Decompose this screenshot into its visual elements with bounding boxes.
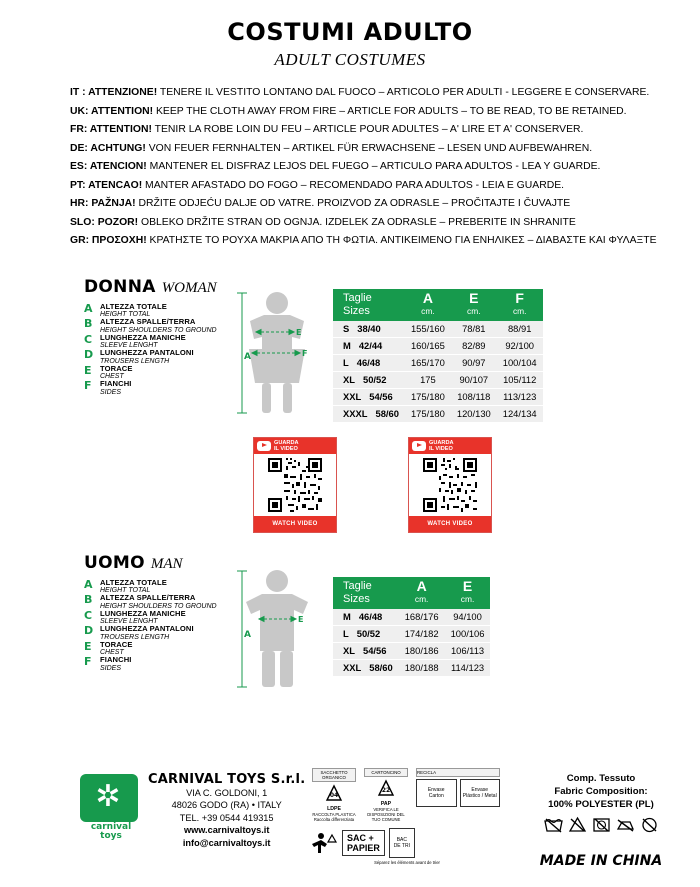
fabric-line1: Comp. Tessuto [566, 773, 636, 784]
warning-line [70, 177, 640, 196]
legend-letter: A [84, 301, 93, 315]
man-figure-diagram [222, 567, 332, 698]
warning-line [70, 158, 640, 177]
fabric-line2: Fabric Composition: [554, 786, 648, 797]
bin-icon-carton: Envase Carton [416, 779, 457, 807]
triman-text: SAC + PAPIER [342, 830, 385, 856]
legend-letter: D [84, 624, 94, 637]
table-row: L 50/52 174/182 100/106 [333, 625, 490, 642]
legend-label-it: TORACE [100, 639, 133, 649]
svg-text:A: A [244, 629, 251, 640]
legend-label-it: ALTEZZA SPALLE/TERRA [100, 317, 196, 326]
legend-label-en: SLEEVE LENGHT [100, 618, 158, 626]
recycling-item-bag [312, 768, 356, 822]
qr-code-image-2 [409, 454, 491, 516]
company-address2: 48026 GODO (RA) • ITALY [171, 800, 282, 810]
do-not-bleach-icon [568, 816, 587, 833]
legend-label-it: ALTEZZA SPALLE/TERRA [100, 593, 196, 602]
warning-lang: FR: ATTENTION! [70, 124, 152, 135]
legend-label-it: LUNGHEZZA PANTALONI [100, 348, 194, 357]
col-e: E cm. [445, 577, 491, 609]
logo-mark [80, 774, 138, 822]
section-heading-en: MAN [150, 555, 183, 572]
table-row: S 38/40 155/160 78/81 88/91 [333, 321, 543, 338]
legend-label-en: TROUSERS LENGTH [100, 357, 170, 365]
woman-figure-diagram [222, 289, 332, 424]
legend-letter: A [84, 577, 93, 591]
recicla-label: RECICLA [416, 768, 500, 777]
size-table-uomo-wrapper [333, 577, 591, 677]
legend-label-it: LUNGHEZZA MANICHE [100, 608, 186, 618]
legend-label-en: HEIGHT SHOULDERS TO GROUND [100, 326, 217, 334]
section-donna [0, 277, 700, 429]
warning-text: KEEP THE CLOTH AWAY FROM FIRE – ARTICLE FOR ADULTS – TO BE READ, TO BE RETAINED. [153, 105, 627, 117]
legend-letter: C [84, 332, 93, 346]
table-row: M 42/44 160/165 82/89 92/100 [333, 337, 543, 354]
svg-text:A: A [244, 351, 251, 362]
legend-letter: D [84, 348, 94, 361]
fabric-composition [516, 772, 686, 868]
legend-label-it: TORACE [100, 363, 133, 373]
wash-by-hand-icon [544, 816, 563, 833]
recycling-caption-card: CARTONCINO [364, 768, 408, 777]
warning-line [70, 140, 640, 159]
legend-label-en: CHEST [100, 373, 124, 381]
warning-line [70, 84, 650, 103]
warning-lang: HR: PAŽNJA! [70, 198, 136, 209]
page-title: COSTUMI ADULTO [227, 18, 473, 46]
legend-label-it: LUNGHEZZA MANICHE [100, 332, 186, 342]
do-not-iron-icon [616, 816, 635, 833]
warning-text: ΚΡΑΤΗΣΤΕ ΤΟ ΡΟΥΧΑ ΜΑΚΡΙΑ ΑΠΟ ΤΗ ΦΩΤΙΑ. ΑΝΤΙΚΕΙΜΕΝΟ ΓΙΑ ΕΝΗΛΙΚΕΣ – ΔΙΑΒΑΣΤΕ ΚΑΙ ΦΥΛΑΞΤΕ [146, 235, 657, 246]
legend-label-en: SLEEVE LENGHT [100, 342, 158, 350]
warning-line [70, 232, 657, 251]
legend-letter: E [84, 363, 92, 377]
legend-label-en: CHEST [100, 649, 124, 657]
warning-line [70, 195, 640, 214]
do-not-dryclean-icon [640, 816, 659, 833]
section-heading-en: WOMAN [161, 279, 217, 296]
page-subtitle: ADULT COSTUMES [274, 50, 426, 69]
warnings-list [70, 84, 657, 251]
legend-letter: C [84, 608, 93, 622]
company-name: CARNIVAL TOYS S.r.l. [148, 772, 306, 787]
company-info [148, 774, 305, 849]
recicla-block [416, 768, 500, 807]
table-header-row [333, 577, 490, 609]
col-sizes: Taglie Sizes [333, 577, 399, 609]
table-row: M 46/48 168/176 94/100 [333, 609, 490, 626]
youtube-icon [257, 441, 271, 451]
size-table-donna [333, 289, 543, 423]
legend-label-it: ALTEZZA TOTALE [100, 577, 167, 587]
svg-text:E: E [298, 614, 304, 624]
star-icon: ✲ [95, 780, 121, 813]
warning-text: MANTER AFASTADO DO FOGO – RECOMENDADO PARA ADULTOS - LEIA E GUARDE. [142, 179, 565, 191]
company-email[interactable]: info@carnivaltoys.it [182, 837, 271, 848]
legend-label-it: FIANCHI [100, 379, 132, 388]
table-row: XL 54/56 180/186 106/113 [333, 642, 490, 659]
qr-top-banner [409, 438, 491, 454]
warning-lang: UK: ATTENTION! [70, 105, 154, 117]
footer [0, 760, 700, 887]
warning-text: DRŽITE ODJEĆU DALJE OD VATRE. PROIZVOD ZA ODRASLE – PROČITAJTE I ČUVAJTE [135, 198, 571, 209]
legend-label-en: HEIGHT TOTAL [100, 311, 151, 319]
legend-label-en: SIDES [100, 664, 122, 672]
qr-bottom-label: WATCH VIDEO [254, 516, 336, 532]
svg-text:22: 22 [381, 787, 391, 794]
qr-video-block-2[interactable] [408, 437, 492, 533]
legend-letter: F [84, 655, 92, 668]
triman-note: Séparez les éléments avant de trier [374, 860, 440, 865]
recycling-note-1: RACCOLTA PLASTICA Raccolta differenziata [312, 812, 356, 822]
company-phone: TEL. +39 0544 419315 [179, 812, 274, 823]
logo-wordmark: carnival toys [90, 822, 132, 841]
mobius-loop-icon [373, 779, 399, 801]
fabric-line3: 100% POLYESTER (PL) [548, 799, 654, 810]
legend-letter: E [84, 639, 92, 653]
table-header-row [333, 289, 543, 321]
section-heading-uomo [84, 553, 700, 573]
warning-lang: ES: ATENCION! [70, 161, 147, 172]
qr-top-banner [254, 438, 336, 454]
warning-lang: PT: ATENCAO! [70, 179, 143, 191]
section-heading-it: DONNA [84, 276, 156, 297]
recycling-material-card: PAP [380, 801, 392, 807]
warning-text: OBLEKO DRŽITE STRAN OD OGNJA. IZDELEK ZA ODRASLE – PREBERITE IN SHRANITE [138, 216, 576, 228]
svg-text:E: E [296, 327, 302, 337]
table-row: XXL 54/56 175/180 108/118 113/123 [333, 388, 543, 405]
col-a: A cm. [399, 577, 445, 609]
recycling-symbols-row [312, 768, 502, 822]
triman-icon [312, 831, 338, 855]
recycling-note-2: VERIFICA LE DISPOSIZIONI DEL TUO COMUNE [367, 807, 405, 822]
warning-lang: DE: ACHTUNG! [70, 142, 146, 154]
legend-label-en: SIDES [100, 388, 122, 396]
youtube-icon [412, 441, 426, 451]
recycling-caption-bag: SACCHETTO ORGANICO [312, 768, 356, 782]
do-not-tumble-dry-icon [592, 816, 611, 833]
bin-icon-plastic: Envase Plástico / Metal [460, 779, 501, 807]
legend-label-en: TROUSERS LENGTH [100, 633, 170, 641]
svg-text:F: F [302, 348, 308, 358]
care-symbols [516, 816, 686, 833]
qr-video-block-1[interactable] [253, 437, 337, 533]
col-e: E cm. [451, 289, 497, 321]
warning-line [70, 103, 640, 122]
section-heading-it: UOMO [84, 552, 145, 573]
recycling-material-bag: LDPE [327, 806, 341, 812]
col-a: A cm. [405, 289, 451, 321]
company-address1: VIA C. GOLDONI, 1 [186, 787, 268, 798]
legend-letter: F [84, 379, 92, 392]
qr-bottom-label: WATCH VIDEO [409, 516, 491, 532]
table-row: XXXL 58/60 175/180 120/130 124/134 [333, 405, 543, 422]
warning-text: VON FEUER FERNHALTEN – ARTIKEL FÜR ERWACHSENE – LESEN UND AUFBEWAHREN. [145, 142, 593, 154]
legend-letter: B [84, 593, 93, 606]
warning-text: MANTENER EL DISFRAZ LEJOS DEL FUEGO – ARTICULO PARA ADULTOS - LEA Y GUARDE. [146, 161, 601, 172]
warning-lang: GR: ΠΡΟΣΟΧΗ! [70, 235, 147, 246]
qr-code-image-1 [254, 454, 336, 516]
warning-line [70, 121, 640, 140]
bin-label-icon [389, 828, 415, 858]
legend-label-en: HEIGHT SHOULDERS TO GROUND [100, 602, 217, 610]
svg-text:04: 04 [329, 792, 339, 799]
warning-lang: SLO: POZOR! [70, 216, 139, 228]
company-website[interactable]: www.carnivaltoys.it [183, 825, 270, 835]
table-row: L 46/48 165/170 90/97 100/104 [333, 354, 543, 371]
warning-line [70, 214, 640, 233]
table-row: XL 50/52 175 90/107 105/112 [333, 371, 543, 388]
made-in-label: MADE IN CHINA [539, 853, 663, 869]
legend-label-it: FIANCHI [100, 655, 132, 664]
col-sizes: Taglie Sizes [333, 289, 405, 321]
qr-code-area [0, 435, 700, 539]
mobius-loop-icon [321, 784, 347, 806]
legend-label-it: LUNGHEZZA PANTALONI [100, 624, 194, 633]
recycling-item-card [364, 768, 408, 822]
recycling-info [312, 768, 502, 865]
triman-block [312, 828, 502, 858]
qr-top-label: GUARDA IL VIDEO [274, 439, 299, 452]
warning-text: TENIR LA ROBE LOIN DU FEU – ARTICLE POUR ADULTES – A' LIRE ET A' CONSERVER. [151, 124, 584, 135]
col-f: F cm. [497, 289, 543, 321]
legend-letter: B [84, 317, 93, 330]
carnival-toys-logo [80, 774, 142, 841]
size-table-uomo [333, 577, 490, 677]
legend-label-en: HEIGHT TOTAL [100, 587, 151, 595]
warning-text: TENERE IL VESTITO LONTANO DAL FUOCO – ARTICOLO PER ADULTI - LEGGERE E CONSERVARE. [157, 87, 650, 98]
qr-top-label: GUARDA IL VIDEO [429, 439, 454, 452]
size-table-donna-wrapper [333, 289, 673, 423]
legend-label-it: ALTEZZA TOTALE [100, 301, 167, 311]
costume-size-sheet [0, 18, 700, 887]
bin-label-text: BAC DE TRI [393, 837, 410, 849]
warning-lang: IT : ATTENZIONE! [70, 87, 158, 98]
section-uomo [0, 553, 700, 703]
table-row: XXL 58/60 180/188 114/123 [333, 659, 490, 676]
